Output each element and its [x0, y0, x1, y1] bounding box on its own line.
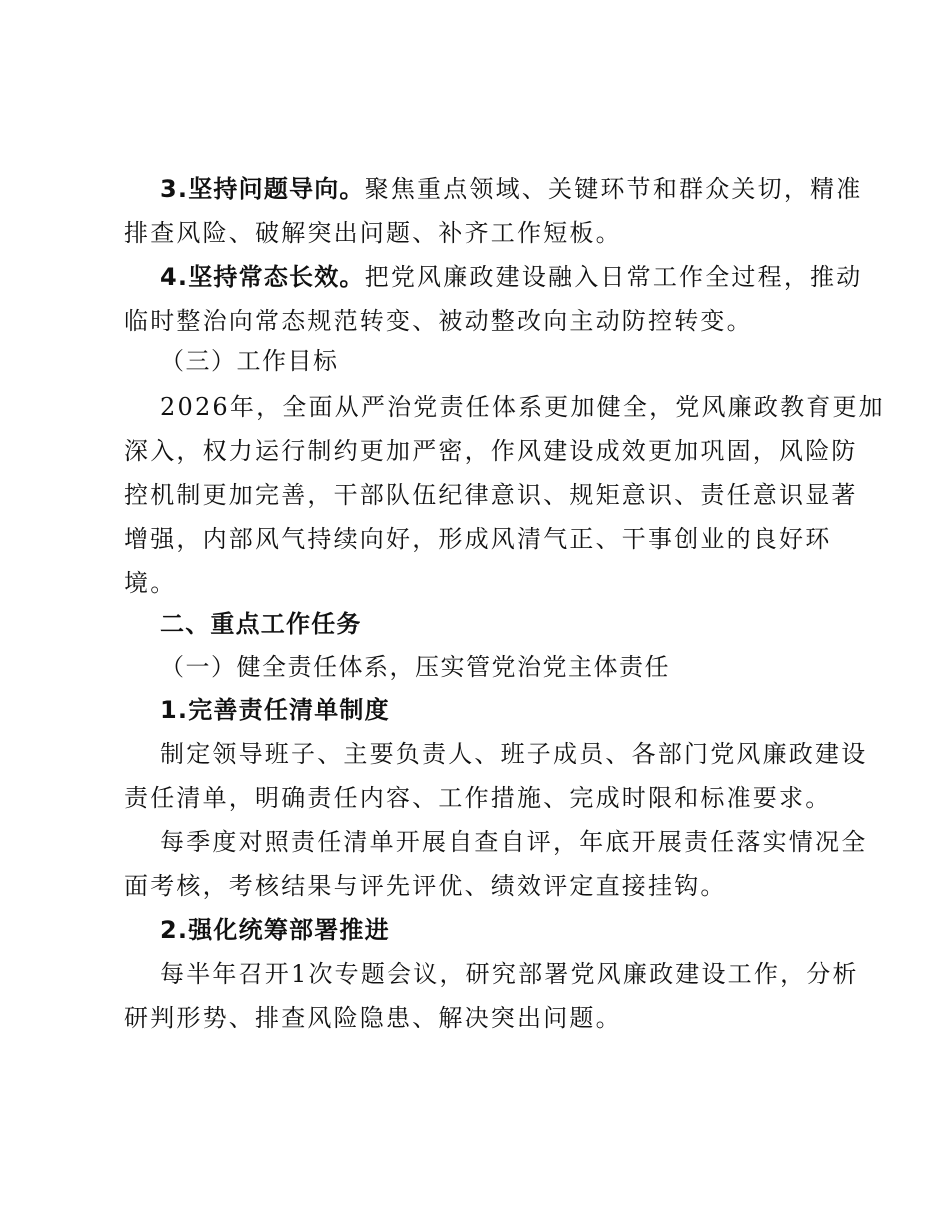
- goal-line-3: 控机制更加完善，干部队伍纪律意识、规矩意识、责任意识显著: [124, 481, 858, 509]
- chapter-2-heading: 二、重点工作任务: [160, 610, 362, 638]
- principle-4-line-1: [160, 255, 880, 299]
- principle-4-heading: 4.坚持常态长效。: [160, 263, 365, 291]
- item-1-line-3: 每季度对照责任清单开展自查自评，年底开展责任落实情况全: [160, 828, 868, 856]
- section-3-heading: （三）工作目标: [160, 347, 339, 375]
- goal-line-5: 境。: [124, 569, 177, 597]
- principle-4-line-2: 临时整治向常态规范转变、被动整改向主动防控转变。: [124, 307, 753, 335]
- subsection-1-heading: （一）健全责任体系，压实管党治党主体责任: [160, 653, 670, 681]
- item-1-line-1: 制定领导班子、主要负责人、班子成员、各部门党风廉政建设: [160, 740, 868, 768]
- item-2-heading: 2.强化统筹部署推进: [160, 916, 390, 944]
- principle-3-heading: 3.坚持问题导向。: [160, 175, 365, 203]
- goal-line-4: 增强，内部风气持续向好，形成风清气正、干事创业的良好环: [124, 525, 832, 553]
- goal-line-2: 深入，权力运行制约更加严密，作风建设成效更加巩固，风险防: [124, 437, 858, 465]
- principle-4-text: 把党风廉政建设融入日常工作全过程，推动: [364, 263, 863, 291]
- item-1-line-4: 面考核，考核结果与评先评优、绩效评定直接挂钩。: [124, 872, 727, 900]
- item-2-line-1: 每半年召开1次专题会议，研究部署党风廉政建设工作，分析: [160, 960, 859, 988]
- item-2-line-2: 研判形势、排查风险隐患、解决突出问题。: [124, 1004, 622, 1032]
- item-1-line-2: 责任清单，明确责任内容、工作措施、完成时限和标准要求。: [124, 784, 832, 812]
- item-1-heading: 1.完善责任清单制度: [160, 696, 390, 724]
- principle-3-line-1: [160, 167, 880, 211]
- goal-line-1: 2026年，全面从严治党责任体系更加健全，党风廉政教育更加: [160, 393, 885, 421]
- principle-3-line-2: 排查风险、破解突出问题、补齐工作短板。: [124, 219, 622, 247]
- principle-3-text: 聚焦重点领域、关键环节和群众关切，精准: [364, 175, 863, 203]
